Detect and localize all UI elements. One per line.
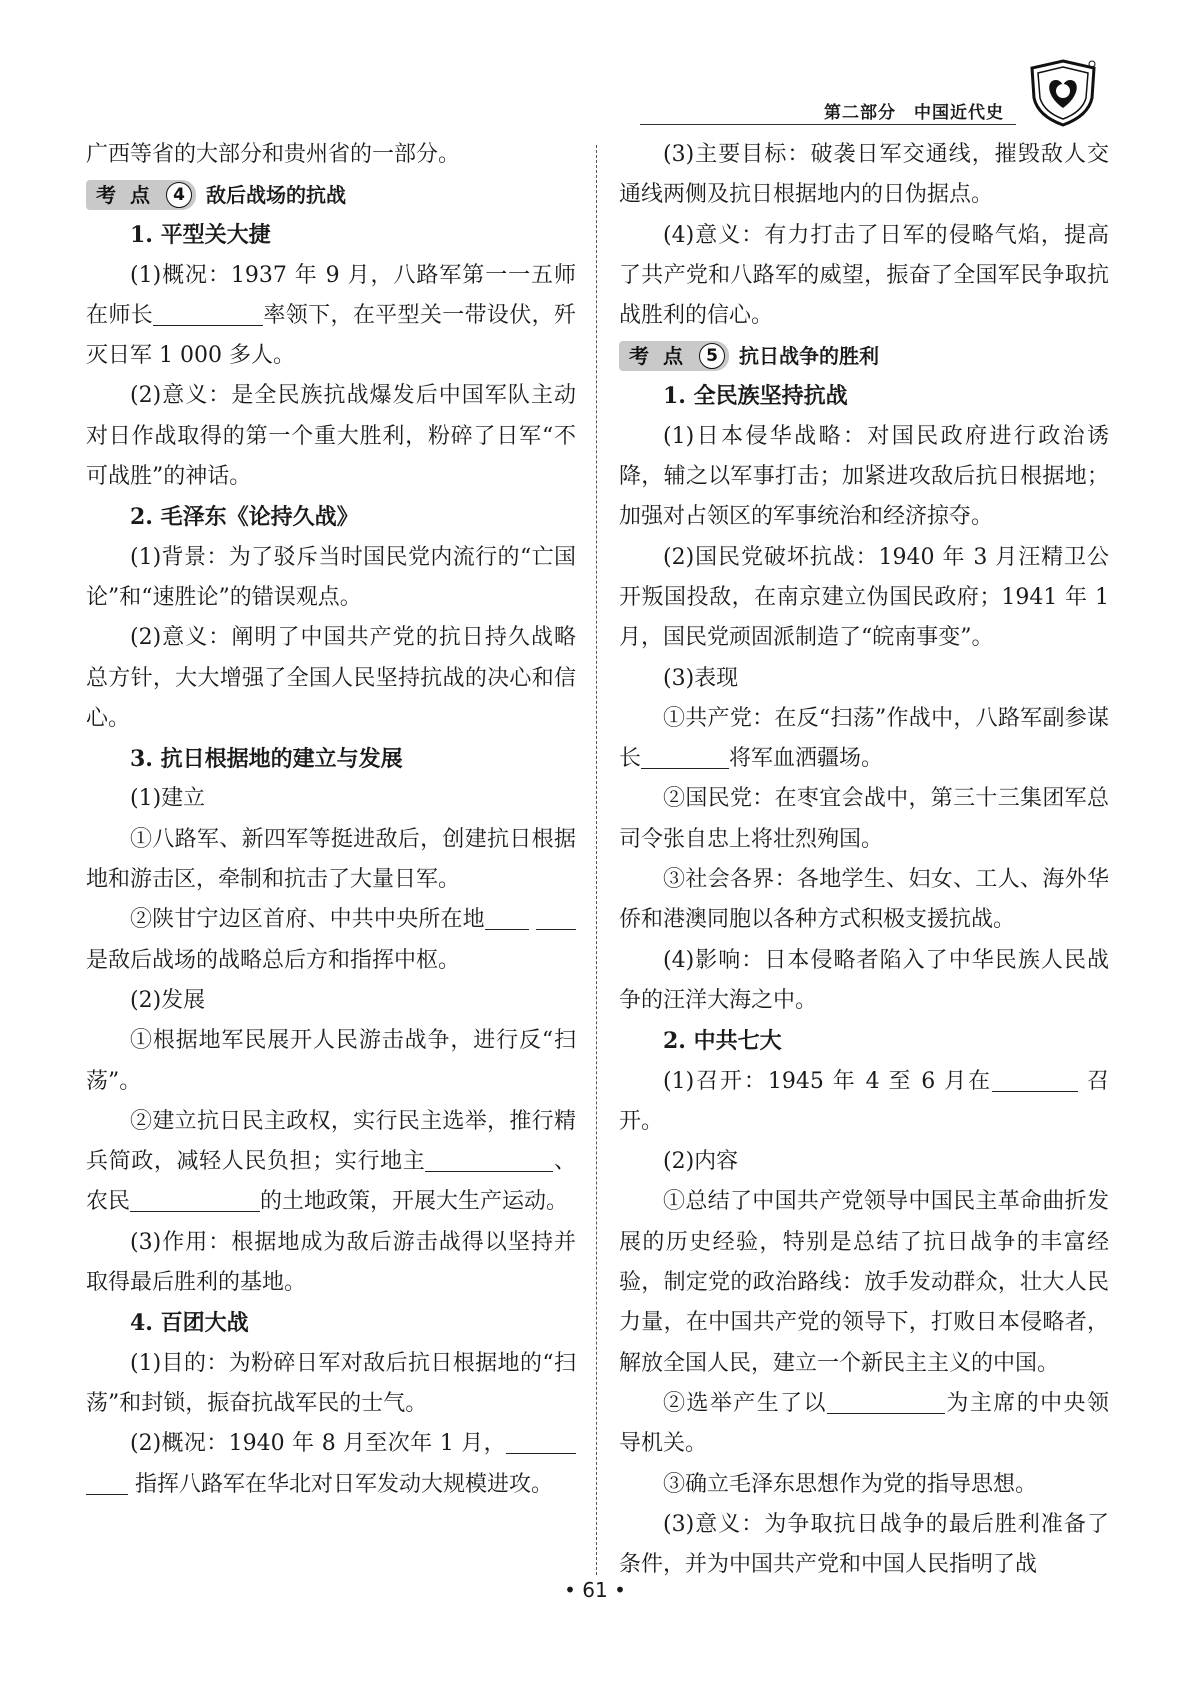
paragraph: ③确立毛泽东思想作为党的指导思想。 [663, 1471, 1038, 1497]
kaodian-label: 考点 [96, 183, 164, 208]
section-heading-5 [619, 336, 1109, 376]
fill-blank[interactable] [485, 905, 529, 930]
paragraph: ②陕甘宁边区首府、中共中央所在地 是敌后战场的战略总后方和指挥中枢。 [86, 900, 576, 981]
kaodian-badge [86, 180, 196, 210]
section-title: 第二部分 中国近代史 [824, 103, 1004, 123]
subheading: 3. 抗日根据地的建立与发展 [130, 746, 403, 773]
paragraph: (1)建立 [130, 786, 206, 812]
paragraph: (2)意义：是全民族抗战爆发后中国军队主动对日作战取得的第一个重大胜利，粉碎了日军“不可战胜”的神话。 [86, 383, 576, 490]
paragraph: (2)意义：阐明了中国共产党的抗日持久战略总方针，大大增强了全国人民坚持抗战的决心和信心。 [86, 625, 576, 731]
paragraph: 广西等省的大部分和贵州省的一部分。 [86, 142, 461, 167]
paragraph: (2)发展 [130, 987, 206, 1013]
paragraph: ①总结了中国共产党领导中国民主革命曲折发展的历史经验，特别是总结了抗日战争的丰富经验，制定党的政治路线：放手发动群众，壮大人民力量，在中国共产党的领导下，打败日本侵略者，解放全国人民，建立一个新民主主义的中国。 [619, 1189, 1109, 1376]
right-column [619, 135, 1109, 1585]
paragraph: ②选举产生了以 为主席的中央领导机关。 [619, 1390, 1109, 1457]
paragraph: (3)表现 [663, 665, 739, 691]
paragraph: (1)背景：为了驳斥当时国民党内流行的“亡国论”和“速胜论”的错误观点。 [86, 544, 576, 610]
subheading: 1. 全民族坚持抗战 [663, 383, 848, 410]
fill-blank[interactable] [641, 744, 729, 769]
page-header [640, 58, 1100, 124]
page-number: • 61 • [564, 1578, 626, 1602]
fill-blank-cont[interactable] [86, 1470, 128, 1495]
paragraph: (4)影响：日本侵略者陷入了中华民族人民战争的汪洋大海之中。 [619, 947, 1109, 1013]
paragraph: ②建立抗日民主政权，实行民主选举，推行精兵简政，减轻人民负担；实行地主 、农民 的土地政策，开展大生产运动。 [86, 1108, 576, 1215]
paragraph: (2)国民党破坏抗战：1940 年 3 月汪精卫公开叛国投敌，在南京建立伪国民政府；1941 年 1 月，国民党顽固派制造了“皖南事变”。 [619, 544, 1109, 651]
paragraph: (3)作用：根据地成为敌后游击战得以坚持并取得最后胜利的基地。 [86, 1229, 576, 1296]
subheading: 2. 中共七大 [663, 1028, 782, 1055]
paragraph: (1)目的：为粉碎日军对敌后抗日根据地的“扫荡”和封锁，振奋抗战军民的士气。 [86, 1350, 576, 1416]
kaodian-number: 5 [699, 343, 725, 369]
column-divider [596, 145, 597, 1575]
paragraph: (1)日本侵华战略：对国民政府进行政治诱降，辅之以军事打击；加紧进攻敌后抗日根据地；加强对占领区的军事统治和经济掠夺。 [619, 423, 1109, 530]
kaodian-number: 4 [166, 182, 192, 208]
subheading: 1. 平型关大捷 [130, 222, 271, 249]
fill-blank[interactable] [827, 1389, 945, 1414]
paragraph: (3)意义：为争取抗日战争的最后胜利准备了条件，并为中国共产党和中国人民指明了战 [619, 1511, 1109, 1578]
fill-blank[interactable] [506, 1429, 576, 1454]
left-column [86, 135, 576, 1505]
kaodian-label: 考点 [629, 344, 697, 369]
fill-blank[interactable] [153, 301, 263, 326]
kaodian-title: 敌后战场的抗战 [206, 183, 346, 208]
fill-blank[interactable] [130, 1187, 260, 1212]
paragraph: ①八路军、新四军等挺进敌后，创建抗日根据地和游击区，牵制和抗击了大量日军。 [86, 826, 576, 893]
kaodian-title: 抗日战争的胜利 [739, 344, 879, 369]
section-heading-4 [86, 175, 576, 215]
fill-blank-cont[interactable] [536, 905, 576, 930]
paragraph: ③社会各界：各地学生、妇女、工人、海外华侨和港澳同胞以各种方式积极支援抗战。 [619, 867, 1109, 933]
header-rule [640, 124, 1016, 125]
paragraph: (3)主要目标：破袭日军交通线，摧毁敌人交通线两侧及抗日根据地内的日伪据点。 [619, 142, 1109, 208]
paragraph: (2)内容 [663, 1149, 739, 1175]
shield-logo-icon [1026, 58, 1100, 128]
paragraph: (1)召开：1945 年 4 至 6 月在 召开。 [619, 1068, 1109, 1134]
fill-blank-cont[interactable] [535, 1147, 553, 1172]
fill-blank[interactable] [992, 1067, 1078, 1092]
paragraph: ②国民党：在枣宜会战中，第三十三集团军总司令张自忠上将壮烈殉国。 [619, 786, 1109, 852]
paragraph: ①共产党：在反“扫荡”作战中，八路军副参谋长 将军血洒疆场。 [619, 705, 1109, 772]
subheading: 4. 百团大战 [130, 1310, 249, 1337]
kaodian-badge [619, 341, 729, 371]
subheading: 2. 毛泽东《论持久战》 [130, 504, 359, 531]
paragraph: (4)意义：有力打击了日军的侵略气焰，提高了共产党和八路军的威望，振奋了全国军民争取抗战胜利的信心。 [619, 222, 1109, 329]
paragraph: ①根据地军民展开人民游击战争，进行反“扫荡”。 [86, 1028, 576, 1094]
paragraph: (2)概况：1940 年 8 月至次年 1 月， 指挥八路军在华北对日军发动大规模进攻。 [86, 1424, 576, 1505]
paragraph: (1)概况：1937 年 9 月，八路军第一一五师在师长 率领下，在平型关一带设伏，歼灭日军 1 000 多人。 [86, 262, 576, 369]
fill-blank[interactable] [425, 1147, 535, 1172]
